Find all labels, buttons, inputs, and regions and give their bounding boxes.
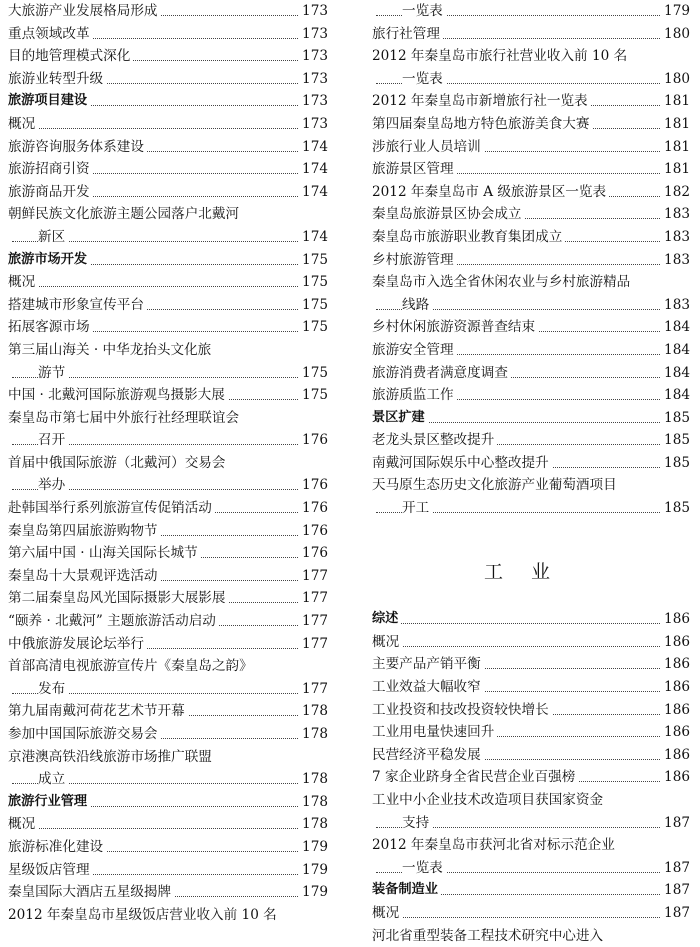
toc-entry[interactable] [372, 158, 690, 181]
toc-entry-title: 概况 [8, 271, 38, 294]
toc-entry[interactable] [372, 474, 690, 497]
toc-entry-title: 一览表 [402, 68, 446, 91]
toc-entry-title: 中俄旅游发展论坛举行 [8, 633, 147, 656]
toc-page-number: 177 [299, 633, 328, 656]
toc-entry[interactable] [8, 859, 328, 882]
toc-page-number: 183 [661, 249, 690, 272]
toc-entry-title: 新区 [38, 226, 68, 249]
toc-entry[interactable] [8, 271, 328, 294]
toc-page-number: 184 [661, 362, 690, 385]
toc-page-number: 186 [661, 721, 690, 744]
toc-page-number: 183 [661, 226, 690, 249]
toc-entry[interactable] [8, 542, 328, 565]
toc-page-number: 181 [661, 136, 690, 159]
toc-entry-title: 旅游业转型升级 [8, 68, 106, 91]
toc-entry[interactable] [8, 610, 328, 633]
toc-page-number: 176 [299, 474, 328, 497]
toc-entry-title: 星级饭店管理 [8, 859, 93, 882]
toc-entry[interactable] [372, 631, 690, 654]
toc-entry-title: 拓展客源市场 [8, 316, 93, 339]
toc-entry[interactable] [8, 407, 328, 430]
toc-entry[interactable] [8, 23, 328, 46]
toc-page-number: 178 [299, 768, 328, 791]
toc-entry-title: 景区扩建 [372, 407, 428, 430]
toc-entry-title: 概况 [372, 902, 402, 925]
toc-entry[interactable] [8, 520, 328, 543]
toc-entry-title: 河北省重型装备工程技术研究中心进入 [372, 925, 606, 947]
toc-entry-title: 涉旅行业人员培训 [372, 136, 484, 159]
toc-entry[interactable] [372, 45, 690, 68]
toc-section-heading[interactable] [372, 879, 690, 902]
toc-page-number: 177 [299, 610, 328, 633]
toc-entry-title: 综述 [372, 608, 401, 631]
toc-entry[interactable] [372, 0, 690, 23]
toc-entry-title: 旅游质监工作 [372, 384, 457, 407]
toc-entry-title: 第三届山海关 · 中华龙抬头文化旅 [8, 339, 214, 362]
toc-entry[interactable] [372, 497, 690, 520]
toc-page-number: 184 [661, 316, 690, 339]
toc-entry-title: 一览表 [402, 857, 446, 880]
toc-entry[interactable] [8, 339, 328, 362]
toc-entry-title: 工业用电量快速回升 [372, 721, 497, 744]
toc-page-number: 177 [299, 678, 328, 701]
toc-entry[interactable] [8, 136, 328, 159]
toc-entry[interactable] [8, 226, 328, 249]
toc-entry-title: 线路 [402, 294, 432, 317]
toc-entry-title: 旅游行业管理 [8, 791, 90, 814]
toc-page-number: 178 [299, 723, 328, 746]
toc-entry-title: 旅游招商引资 [8, 158, 93, 181]
toc-section-heading[interactable] [8, 90, 328, 113]
toc-section-heading[interactable] [372, 608, 690, 631]
toc-entry[interactable] [8, 655, 328, 678]
toc-page-number: 187 [661, 902, 690, 925]
toc-entry-title: 发布 [38, 678, 68, 701]
toc-entry[interactable] [372, 203, 690, 226]
toc-entry-title: 秦皇岛十大景观评选活动 [8, 565, 161, 588]
toc-entry[interactable] [8, 700, 328, 723]
toc-entry[interactable] [372, 136, 690, 159]
toc-entry[interactable] [372, 226, 690, 249]
toc-entry[interactable] [8, 429, 328, 452]
toc-entry-title: 秦皇岛市旅游职业教育集团成立 [372, 226, 565, 249]
dot-leader [376, 917, 660, 918]
toc-entry-title: 概况 [8, 113, 38, 136]
toc-entry-title: 第四届秦皇岛地方特色旅游美食大赛 [372, 113, 593, 136]
toc-page-number: 173 [299, 0, 328, 23]
toc-entry[interactable] [372, 384, 690, 407]
toc-entry-title: 游节 [38, 362, 68, 385]
toc-entry-title: 工业效益大幅收窄 [372, 676, 484, 699]
toc-entry[interactable] [372, 181, 690, 204]
toc-entry-title: 2012 年秦皇岛市星级饭店营业收入前 10 名 [8, 904, 280, 927]
toc-page-number: 186 [661, 744, 690, 767]
toc-entry-title: 民营经济平稳发展 [372, 744, 484, 767]
toc-entry-title: 朝鲜民族文化旅游主题公园落户北戴河 [8, 203, 242, 226]
toc-entry-title: 参加中国国际旅游交易会 [8, 723, 161, 746]
toc-page-number: 174 [299, 136, 328, 159]
toc-entry[interactable] [372, 857, 690, 880]
toc-entry-title: 旅游咨询服务体系建设 [8, 136, 147, 159]
toc-entry[interactable] [8, 881, 328, 904]
toc-page-number: 181 [661, 113, 690, 136]
toc-entry-title: 乡村旅游管理 [372, 249, 457, 272]
toc-page-number: 182 [661, 181, 690, 204]
toc-page-number: 185 [661, 497, 690, 520]
dot-leader [12, 286, 298, 287]
toc-entry-title: 重点领域改革 [8, 23, 93, 46]
toc-entry[interactable] [8, 836, 328, 859]
toc-entry-title: 开工 [402, 497, 432, 520]
toc-page-number: 186 [661, 631, 690, 654]
toc-entry[interactable] [8, 384, 328, 407]
toc-page-number: 174 [299, 226, 328, 249]
toc-page-number: 181 [661, 158, 690, 181]
toc-entry-title: 一览表 [402, 0, 446, 23]
toc-entry-title: 旅行社管理 [372, 23, 443, 46]
toc-entry[interactable] [372, 676, 690, 699]
toc-entry-title: 中国 · 北戴河国际旅游观鸟摄影大展 [8, 384, 228, 407]
toc-entry[interactable] [372, 812, 690, 835]
toc-entry-title: 老龙头景区整改提升 [372, 429, 497, 452]
dot-leader [12, 828, 298, 829]
toc-entry-title: 首届中俄国际旅游（北戴河）交易会 [8, 452, 229, 475]
toc-entry[interactable] [372, 789, 690, 812]
toc-section-heading[interactable] [8, 249, 328, 272]
toc-page-number: 176 [299, 542, 328, 565]
toc-page-number: 183 [661, 294, 690, 317]
toc-entry-title: 秦皇岛市第七届中外旅行社经理联谊会 [8, 407, 242, 430]
toc-page-number: 174 [299, 158, 328, 181]
toc-entry-title: 秦皇岛旅游景区协会成立 [372, 203, 525, 226]
toc-entry[interactable] [8, 181, 328, 204]
section-title-industry: 工业 [483, 561, 578, 584]
toc-page-number: 186 [661, 766, 690, 789]
toc-right-column [372, 0, 690, 947]
toc-entry-title: 装备制造业 [372, 879, 441, 902]
toc-entry-title: 赴韩国举行系列旅游宣传促销活动 [8, 497, 215, 520]
toc-entry-title: 支持 [402, 812, 432, 835]
toc-entry[interactable] [8, 633, 328, 656]
toc-entry-title: 旅游商品开发 [8, 181, 93, 204]
toc-page-number: 176 [299, 429, 328, 452]
toc-page-number: 175 [299, 249, 328, 272]
toc-entry[interactable] [372, 339, 690, 362]
toc-entry[interactable] [372, 452, 690, 475]
toc-entry[interactable] [8, 723, 328, 746]
toc-page-number: 173 [299, 45, 328, 68]
toc-entry[interactable] [8, 0, 328, 23]
dot-leader [376, 623, 660, 624]
toc-page-number: 180 [661, 23, 690, 46]
toc-entry[interactable] [8, 813, 328, 836]
toc-entry-title: 旅游景区管理 [372, 158, 457, 181]
toc-page-number: 186 [661, 653, 690, 676]
toc-entry-title: 第六届中国 · 山海关国际长城节 [8, 542, 201, 565]
toc-entry-title: 举办 [38, 474, 68, 497]
toc-page-number: 185 [661, 452, 690, 475]
toc-page-number: 175 [299, 362, 328, 385]
toc-page-number: 175 [299, 384, 328, 407]
toc-page-number: 179 [299, 859, 328, 882]
toc-entry[interactable] [372, 271, 690, 294]
toc-section-heading[interactable] [8, 791, 328, 814]
toc-page-number: 180 [661, 68, 690, 91]
toc-entry-title: 旅游市场开发 [8, 249, 90, 272]
toc-page-number: 176 [299, 497, 328, 520]
toc-entry[interactable] [8, 113, 328, 136]
toc-entry-title: 首部高清电视旅游宣传片《秦皇岛之韵》 [8, 655, 256, 678]
toc-entry-title: 旅游安全管理 [372, 339, 457, 362]
toc-right-bottom [372, 608, 690, 947]
toc-entry[interactable] [8, 746, 328, 769]
toc-entry[interactable] [8, 587, 328, 610]
toc-entry-title: 旅游项目建设 [8, 90, 90, 113]
toc-entry-title: 天马原生态历史文化旅游产业葡萄酒项目 [372, 474, 620, 497]
toc-page-number: 186 [661, 608, 690, 631]
toc-page-number: 178 [299, 791, 328, 814]
toc-entry-title: 乡村休闲旅游资源普查结束 [372, 316, 538, 339]
toc-page-number: 185 [661, 407, 690, 430]
toc-entry[interactable] [372, 294, 690, 317]
toc-page-number: 187 [661, 812, 690, 835]
toc-entry[interactable] [8, 362, 328, 385]
toc-entry-title: 工业投资和技改投资较快增长 [372, 699, 552, 722]
toc-entry[interactable] [372, 834, 690, 857]
toc-entry-title: 第二届秦皇岛风光国际摄影大展影展 [8, 587, 229, 610]
toc-entry[interactable] [8, 68, 328, 91]
toc-entry[interactable] [372, 90, 690, 113]
toc-section-heading[interactable] [372, 407, 690, 430]
toc-page-number: 179 [299, 836, 328, 859]
toc-page-number: 178 [299, 700, 328, 723]
toc-page-number: 186 [661, 699, 690, 722]
toc-page-number: 183 [661, 203, 690, 226]
toc-entry-title: 搭建城市形象宣传平台 [8, 294, 147, 317]
toc-page-number: 177 [299, 587, 328, 610]
toc-entry-title: 大旅游产业发展格局形成 [8, 0, 161, 23]
toc-entry[interactable] [372, 699, 690, 722]
toc-page-number: 173 [299, 23, 328, 46]
toc-entry[interactable] [372, 721, 690, 744]
toc-entry-title: 秦皇国际大酒店五星级揭牌 [8, 881, 174, 904]
toc-entry-title: 2012 年秦皇岛市新增旅行社一览表 [372, 90, 591, 113]
toc-entry[interactable] [372, 113, 690, 136]
toc-entry[interactable] [372, 744, 690, 767]
toc-right-top [372, 0, 690, 520]
toc-entry[interactable] [8, 497, 328, 520]
toc-page-number: 173 [299, 68, 328, 91]
toc-entry[interactable] [8, 768, 328, 791]
toc-page-number: 175 [299, 294, 328, 317]
toc-entry-title: 第九届南戴河荷花艺术节开幕 [8, 700, 188, 723]
toc-left-column [8, 0, 328, 926]
toc-page-number: 186 [661, 676, 690, 699]
toc-page-number: 173 [299, 113, 328, 136]
toc-entry-title: 秦皇岛市入选全省休闲农业与乡村旅游精品 [372, 271, 633, 294]
toc-entry-title: 京港澳高铁沿线旅游市场推广联盟 [8, 746, 215, 769]
toc-entry[interactable] [372, 249, 690, 272]
toc-entry[interactable] [8, 904, 328, 927]
toc-entry[interactable] [8, 158, 328, 181]
toc-page-number: 184 [661, 339, 690, 362]
toc-entry[interactable] [8, 565, 328, 588]
toc-entry[interactable] [8, 203, 328, 226]
toc-entry-title: 概况 [8, 813, 38, 836]
toc-entry-title: 2012 年秦皇岛市旅行社营业收入前 10 名 [372, 45, 630, 68]
toc-entry-title: 2012 年秦皇岛市获河北省对标示范企业 [372, 834, 618, 857]
toc-entry[interactable] [372, 902, 690, 925]
toc-entry-title: 主要产品产销平衡 [372, 653, 484, 676]
toc-page-number: 176 [299, 520, 328, 543]
toc-page-number: 174 [299, 181, 328, 204]
toc-entry-title: 旅游标准化建设 [8, 836, 106, 859]
toc-page-number: 187 [661, 879, 690, 902]
toc-page-number: 181 [661, 90, 690, 113]
toc-entry[interactable] [8, 678, 328, 701]
toc-entry-title: 2012 年秦皇岛市 A 级旅游景区一览表 [372, 181, 609, 204]
toc-entry[interactable] [8, 452, 328, 475]
toc-entry[interactable] [372, 23, 690, 46]
toc-page-number: 177 [299, 565, 328, 588]
toc-entry-title: 目的地管理模式深化 [8, 45, 133, 68]
toc-page-number: 178 [299, 813, 328, 836]
toc-page-number: 179 [661, 0, 690, 23]
toc-entry[interactable] [8, 316, 328, 339]
toc-page-number: 175 [299, 316, 328, 339]
toc-entry-title: 召开 [38, 429, 68, 452]
toc-entry-title: 旅游消费者满意度调查 [372, 362, 511, 385]
toc-page-number: 179 [299, 881, 328, 904]
dot-leader [12, 128, 298, 129]
toc-entry[interactable] [372, 766, 690, 789]
toc-entry-title: 概况 [372, 631, 402, 654]
toc-page-number: 175 [299, 271, 328, 294]
toc-page-number: 184 [661, 384, 690, 407]
toc-entry-title: 工业中小企业技术改造项目获国家资金 [372, 789, 606, 812]
toc-entry-title: “颐养 · 北戴河” 主题旅游活动启动 [8, 610, 219, 633]
toc-entry-title: 南戴河国际娱乐中心整改提升 [372, 452, 552, 475]
toc-entry[interactable] [8, 45, 328, 68]
toc-entry-title: 秦皇岛第四届旅游购物节 [8, 520, 161, 543]
toc-entry-title: 7 家企业跻身全省民营企业百强榜 [372, 766, 578, 789]
toc-entry-title: 成立 [38, 768, 68, 791]
toc-entry[interactable] [372, 653, 690, 676]
toc-entry[interactable] [372, 316, 690, 339]
toc-entry[interactable] [8, 294, 328, 317]
dot-leader [376, 646, 660, 647]
toc-entry[interactable] [372, 429, 690, 452]
toc-entry[interactable] [372, 68, 690, 91]
toc-entry[interactable] [372, 925, 690, 947]
toc-entry[interactable] [372, 362, 690, 385]
toc-page-number: 185 [661, 429, 690, 452]
toc-entry[interactable] [8, 474, 328, 497]
toc-page-number: 173 [299, 90, 328, 113]
toc-page-number: 187 [661, 857, 690, 880]
